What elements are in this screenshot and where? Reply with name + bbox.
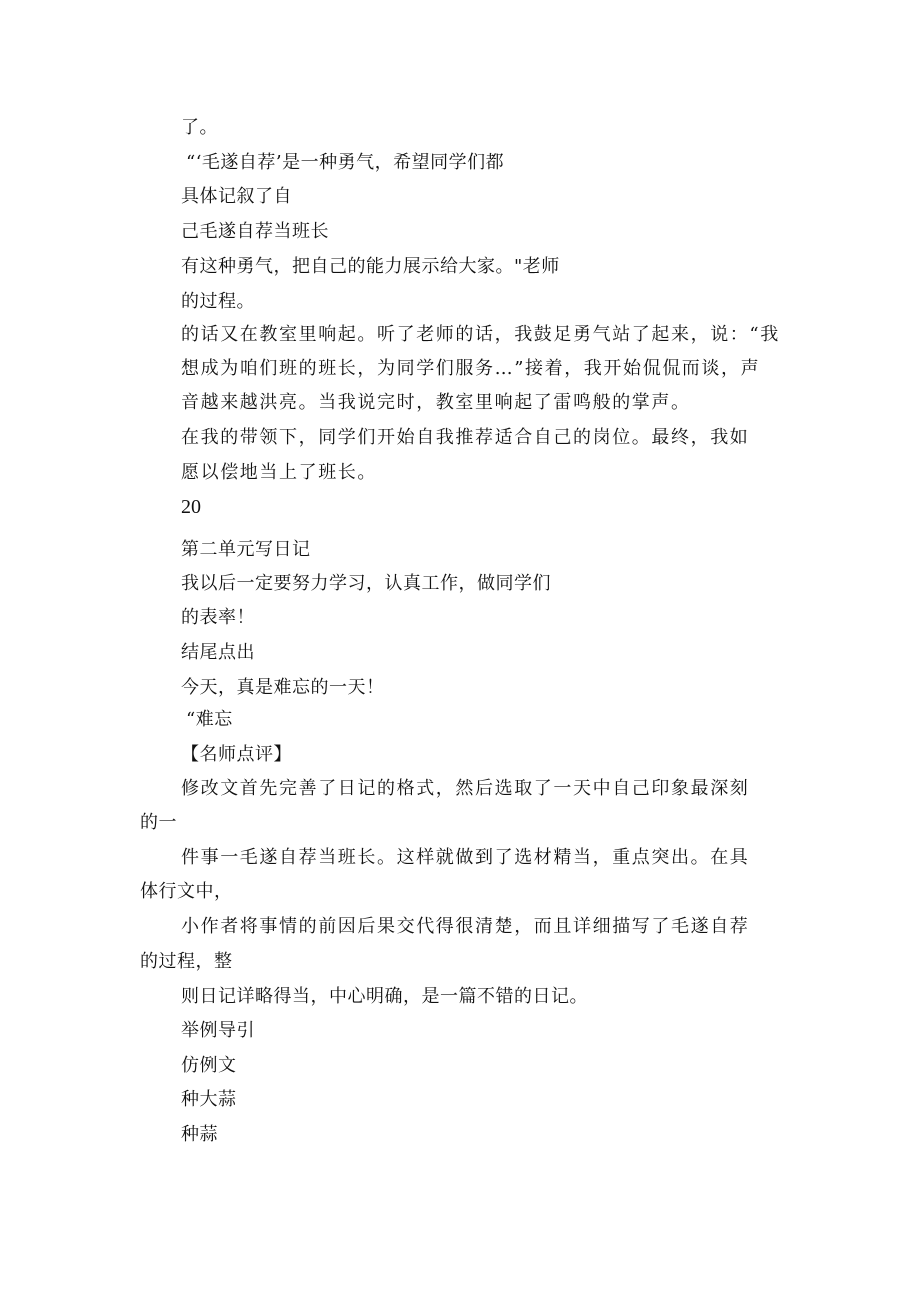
text-line-2: “‘毛遂自荐’是一种勇气，希望同学们都 [186,152,505,173]
text-line-1: 了。 [181,117,218,138]
text-line-7: 的话又在教室里响起。听了老师的话，我鼓足勇气站了起来，说：“我 [181,324,780,345]
text-line-8: 想成为咱们班的班长，为同学们服务…”接着，我开始侃侃而谈，声 [181,358,761,379]
text-line-11: 愿以偿地当上了班长。 [181,462,377,483]
text-line-14: 我以后一定要努力学习，认真工作，做同学们 [181,573,551,594]
text-line-10: 在我的带领下，同学们开始自我推荐适合自己的岗位。最终，我如 [181,427,750,448]
text-line-28: 仿例文 [181,1055,237,1076]
text-line-3: 具体记叙了自 [181,186,292,207]
text-line-26: 则日记详略得当，中心明确，是一篇不错的日记。 [181,986,588,1007]
page-number: 20 [181,496,201,518]
text-line-20: 修改文首先完善了日记的格式，然后选取了一天中自己印象最深刻 [181,778,750,799]
text-line-30: 种蒜 [181,1124,218,1145]
text-line-17: 今天，真是难忘的一天！ [181,677,385,698]
text-line-22: 件事一毛遂自荐当班长。这样就做到了选材精当，重点突出。在具 [181,847,750,868]
text-line-9: 音越来越洪亮。当我说完时，教室里响起了雷鸣般的掌声。 [181,392,691,413]
text-line-23: 体行文中， [140,881,233,902]
unit-title: 第二单元写日记 [181,539,311,560]
text-line-24: 小作者将事情的前因后果交代得很清楚，而且详细描写了毛遂自荐 [181,916,750,937]
text-line-4: 己毛遂自荐当班长 [181,221,329,242]
text-line-16: 结尾点出 [181,642,255,663]
text-line-21: 的一 [140,812,177,833]
text-line-29: 种大蒜 [181,1089,237,1110]
section-heading-review: 【名师点评】 [181,744,292,765]
text-line-6: 的过程。 [181,291,255,312]
text-line-27: 举例导引 [181,1020,255,1041]
text-line-15: 的表率！ [181,607,255,628]
text-line-25: 的过程，整 [140,951,233,972]
text-line-5: 有这种勇气，把自己的能力展示给大家。"老师 [181,256,560,277]
text-line-18: “难忘 [186,709,233,730]
